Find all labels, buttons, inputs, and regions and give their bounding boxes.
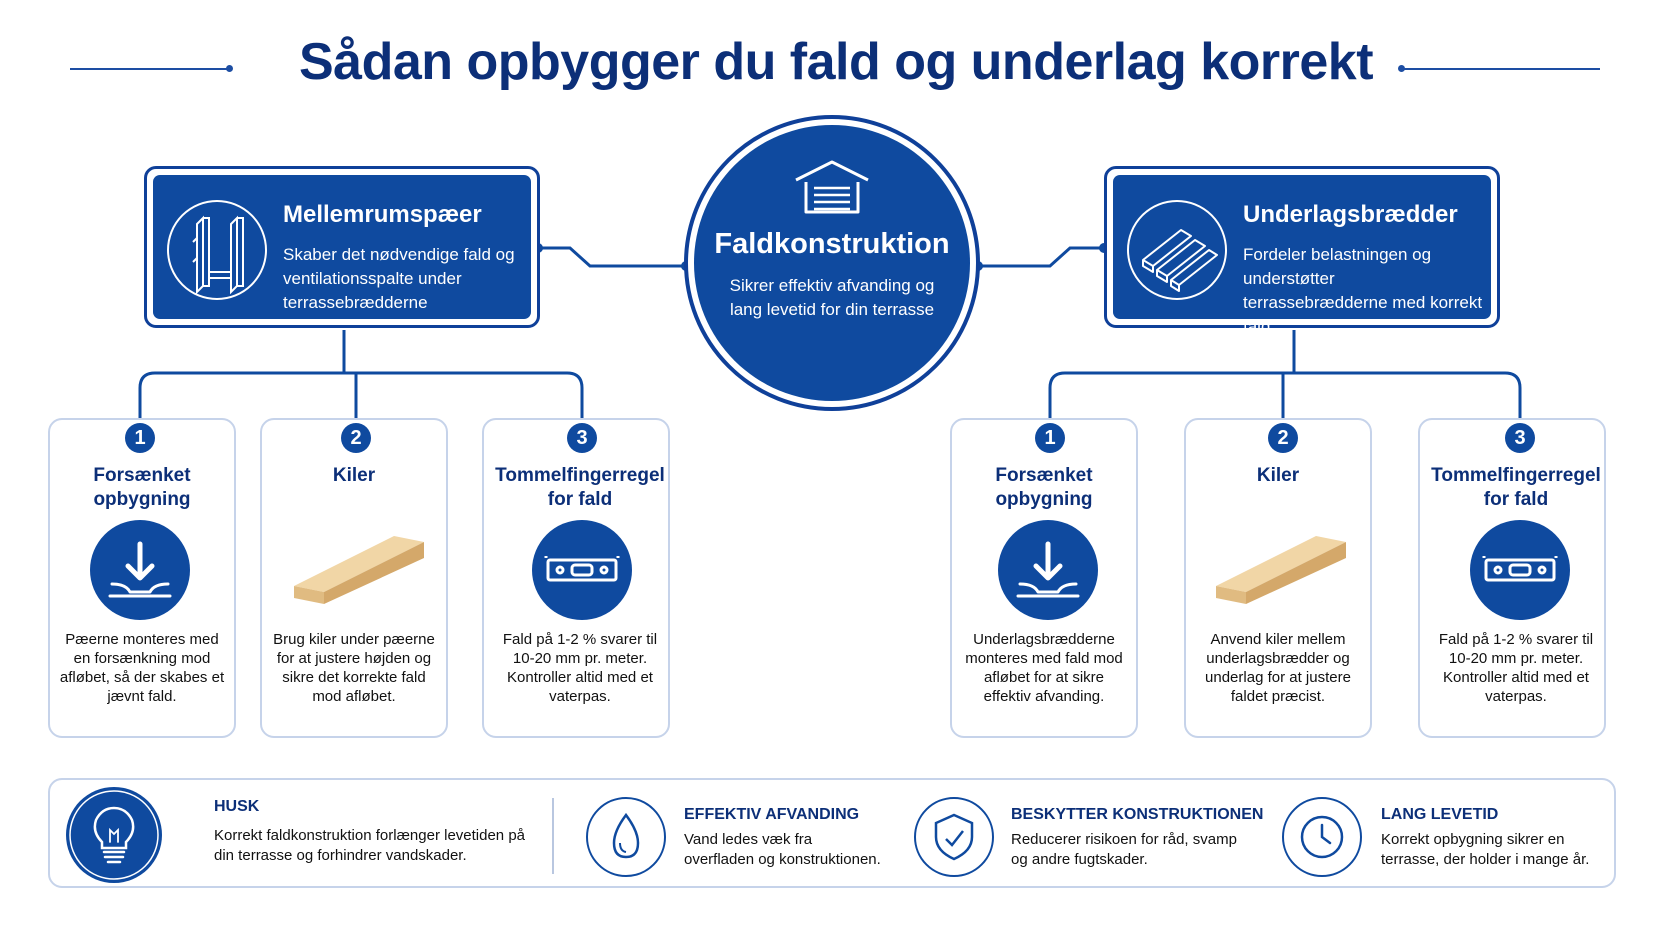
step-title: Forsænket opbygning [93, 465, 191, 510]
garage-icon [792, 158, 872, 216]
benefit-title: LANG LEVETID [1381, 806, 1499, 823]
level-icon [532, 520, 632, 620]
step-number-badge: 1 [1035, 423, 1065, 453]
category-title: Mellemrumspæer [283, 201, 482, 228]
benefit-title: EFFEKTIV AFVANDING [684, 806, 860, 823]
step-description: Fald på 1-2 % svarer til 10-20 mm pr. meter. Kontroller altid med et vaterpas. [502, 631, 658, 705]
benefit-description: Vand ledes væk fra overfladen og konstruktionen. [684, 831, 881, 868]
benefit-title: BESKYTTER KONSTRUKTIONEN [1011, 806, 1264, 823]
step-description: Anvend kiler mellem underlagsbrædder og underlag for at justere faldet præcist. [1205, 631, 1351, 705]
arrow-down-icon [998, 520, 1098, 620]
center-title: Faldkonstruktion [714, 228, 950, 260]
center-description: Sikrer effektiv afvanding og lang levetid for din terrasse [729, 276, 935, 319]
clock-icon [1282, 797, 1362, 877]
shield-icon [914, 797, 994, 877]
step-number-badge: 2 [341, 423, 371, 453]
step-title: Forsænket opbygning [995, 465, 1093, 510]
lightbulb-icon [58, 786, 170, 884]
banner-divider [552, 798, 554, 874]
boards-icon [1127, 200, 1227, 300]
arrow-down-icon [90, 520, 190, 620]
title-rule-right [1402, 68, 1600, 70]
step-title: Tommelfingerregel for fald [495, 465, 665, 510]
wedge-icon [1212, 528, 1348, 613]
step-number-badge: 1 [125, 423, 155, 453]
category-card-joists [144, 166, 540, 328]
step-number-badge: 2 [1268, 423, 1298, 453]
page-title: Sådan opbygger du fald og underlag korrekt [298, 33, 1374, 91]
category-description: Fordeler belastningen og understøtter terrassebrædderne med korrekt fald [1243, 245, 1483, 336]
step-title: Kiler [332, 465, 376, 486]
benefit-description: Korrekt opbygning sikrer en terrasse, der holder i mange år. [1381, 831, 1590, 868]
banner-remember-title: HUSK [214, 798, 260, 815]
step-description: Pæerne monteres med en forsænkning mod afløbet, så der skabes et jævnt fald. [59, 631, 225, 705]
step-number-badge: 3 [567, 423, 597, 453]
step-title: Kiler [1256, 465, 1300, 486]
banner-remember-description: Korrekt faldkonstruktion forlænger levetiden på din terrasse og forhindrer vandskader. [214, 827, 526, 864]
benefit-description: Reducerer risikoen for råd, svamp og andre fugtskader. [1011, 831, 1237, 868]
level-icon [1470, 520, 1570, 620]
step-title: Tommelfingerregel for fald [1431, 465, 1601, 510]
category-title: Underlagsbrædder [1243, 201, 1458, 228]
category-card-boards [1104, 166, 1500, 336]
water-drop-icon [586, 797, 666, 877]
category-description: Skaber det nødvendige fald og ventilationsspalte under terrassebrædderne [283, 245, 515, 312]
step-number-badge: 3 [1505, 423, 1535, 453]
wedge-icon [290, 528, 426, 613]
step-description: Fald på 1-2 % svarer til 10-20 mm pr. meter. Kontroller altid med et vaterpas. [1438, 631, 1594, 705]
joist-icon [167, 200, 267, 300]
step-description: Brug kiler under pæerne for at justere højden og sikre det korrekte fald mod afløbet. [273, 631, 435, 705]
step-description: Underlagsbrædderne monteres med fald mod afløbet for at sikre effektiv afvanding. [965, 631, 1123, 705]
